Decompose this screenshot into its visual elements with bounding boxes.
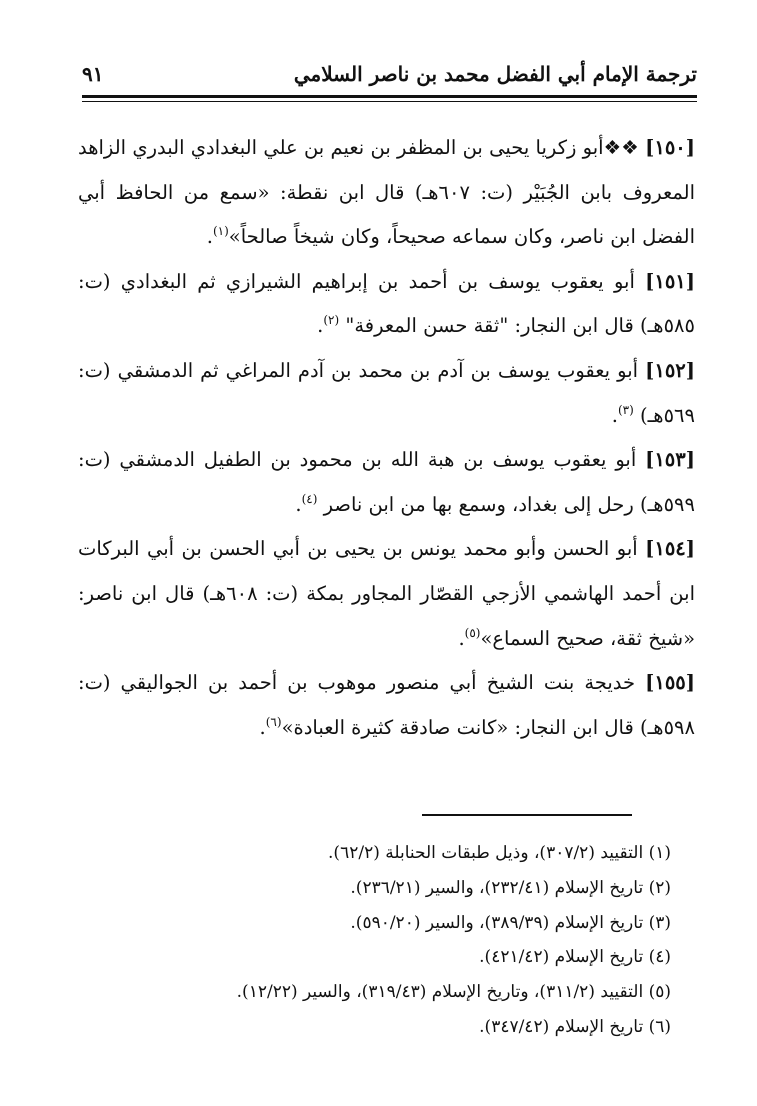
header-rule-thin xyxy=(82,101,697,102)
footnote-separator xyxy=(422,814,632,816)
entry-number: [١٥٢] xyxy=(645,358,695,382)
footnote-marker: (١) xyxy=(212,224,229,239)
entry-155 xyxy=(78,661,695,750)
footnote-5: (٥) التقييد (٣١١/٢)، وتاريخ الإسلام (٣١٩/٤٣)، والسير (١٢/٢٢). xyxy=(236,982,671,1003)
footnotes xyxy=(150,836,671,1045)
running-header xyxy=(82,62,697,96)
entry-text: أبو يعقوب يوسف بن آدم بن محمد بن آدم المراغي ثم الدمشقي (ت: ٥٦٩هـ) xyxy=(78,358,695,427)
entry-152 xyxy=(78,349,695,438)
entry-153 xyxy=(78,438,695,527)
footnote-marker: (٣) xyxy=(617,402,634,417)
entry-text: أبو يعقوب يوسف بن أحمد بن إبراهيم الشيرازي ثم البغدادي (ت: ٥٨٥هـ) قال ابن النجار: "ثقة حسن المعرفة" xyxy=(78,269,695,338)
entry-text: ❖❖أبو زكريا يحيى بن المظفر بن نعيم بن علي البغدادي البدري الزاهد المعروف بابن الجُبَيْر (ت: ٦٠٧هـ) قال ابن نقطة: «سمع من الحافظ أبي الفضل ابن ناصر، وكان سماعه صحيحاً، وكان شيخاً صالحاً» xyxy=(78,136,696,249)
footnote-marker: (٦) xyxy=(265,714,282,729)
header-title: ترجمة الإمام أبي الفضل محمد بن ناصر السلامي xyxy=(293,62,697,86)
footnote-1: (١) التقييد (٣٠٧/٢)، وذيل طبقات الحنابلة (٦٢/٢). xyxy=(328,843,671,863)
entry-number: [١٥٤] xyxy=(645,537,695,561)
footnote-2: (٢) تاريخ الإسلام (٢٣٢/٤١)، والسير (٢٣٦/٢١). xyxy=(350,877,671,898)
footnote-marker: (٤) xyxy=(301,491,318,506)
entry-tail: . xyxy=(295,492,302,516)
entry-text: خديجة بنت الشيخ أبي منصور موهوب بن أحمد بن الجواليقي (ت: ٥٩٨هـ) قال ابن النجار: «كانت صادقة كثيرة العبادة» xyxy=(78,671,695,739)
header-rule-thick xyxy=(82,95,697,98)
entry-number: [١٥١] xyxy=(645,269,696,293)
entry-text: أبو يعقوب يوسف بن هبة الله بن محمود بن الطفيل الدمشقي (ت: ٥٩٩هـ) رحل إلى بغداد، وسمع بها من ابن ناصر xyxy=(78,448,695,516)
footnote-4: (٤) تاريخ الإسلام (٤٢١/٤٢). xyxy=(479,947,671,968)
entry-150 xyxy=(78,126,695,260)
footnote-marker: (٢) xyxy=(323,313,340,328)
entry-tail: . xyxy=(611,403,618,427)
entry-tail: . xyxy=(317,314,324,338)
entry-number: [١٥٠] xyxy=(645,136,695,159)
entry-text: أبو الحسن وأبو محمد يونس بن يحيى بن أبي الحسن بن أبي البركات ابن أحمد الهاشمي الأزجي القصّار المجاور بمكة (ت: ٦٠٨هـ) قال ابن ناصر: «شيخ ثقة، صحيح السماع» xyxy=(78,537,696,650)
footnote-6: (٦) تاريخ الإسلام (٣٤٧/٤٢). xyxy=(479,1016,671,1037)
entry-154 xyxy=(78,527,695,661)
entry-tail: . xyxy=(259,715,266,739)
entry-number: [١٥٣] xyxy=(645,448,695,472)
entry-tail: . xyxy=(206,225,213,249)
entry-number: [١٥٥] xyxy=(645,671,695,695)
footnote-marker: (٥) xyxy=(464,625,481,640)
main-text xyxy=(78,126,695,750)
page-number: ٩١ xyxy=(82,62,104,86)
entry-151 xyxy=(78,260,695,349)
entry-tail: . xyxy=(458,626,465,650)
footnote-3: (٣) تاريخ الإسلام (٣٨٩/٣٩)، والسير (٥٩٠/٢٠). xyxy=(350,912,671,933)
